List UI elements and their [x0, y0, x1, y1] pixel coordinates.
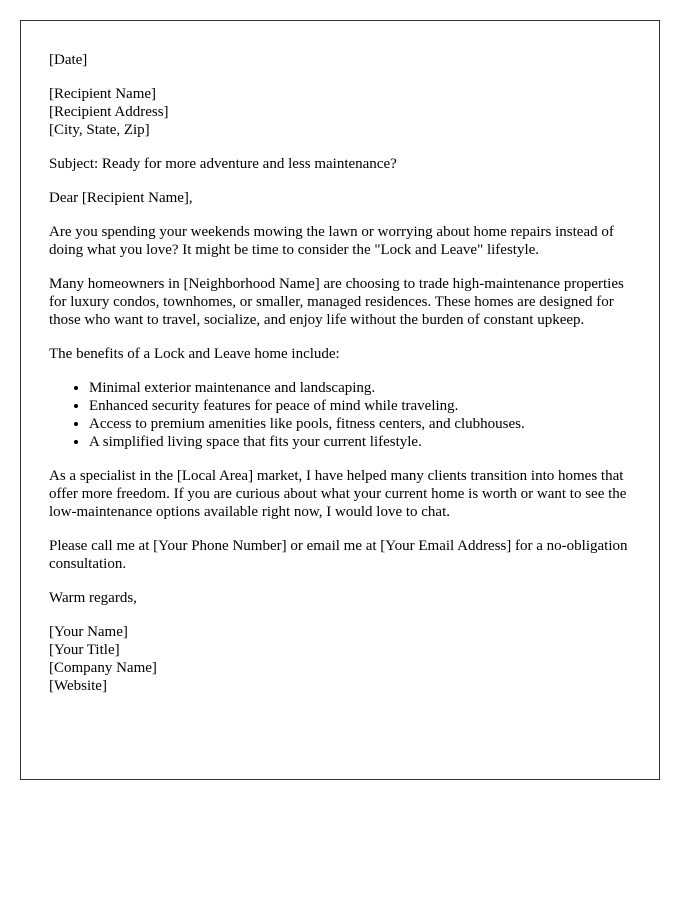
- benefit-item: • Minimal exterior maintenance and landscaping.: [89, 379, 631, 397]
- letter-date: [Date]: [49, 52, 88, 68]
- signature-block: [49, 623, 631, 695]
- letter-page: [20, 20, 660, 780]
- benefit-item: • Enhanced security features for peace of mind while traveling.: [89, 397, 631, 415]
- recipient-city-state-zip: [City, State, Zip]: [49, 122, 150, 138]
- recipient-address: [Recipient Address]: [49, 104, 169, 120]
- paragraph-call-to-action: Please call me at [Your Phone Number] or email me at [Your Email Address] for a no-obligation consultation.: [49, 538, 628, 572]
- benefit-item: • A simplified living space that fits your current lifestyle.: [89, 433, 631, 451]
- signature-name: [Your Name]: [49, 624, 128, 640]
- recipient-block: [49, 85, 631, 139]
- recipient-name: [Recipient Name]: [49, 86, 157, 102]
- paragraph-benefits-intro: The benefits of a Lock and Leave home include:: [49, 346, 340, 362]
- signature-company: [Company Name]: [49, 660, 157, 676]
- signature-website: [Website]: [49, 678, 107, 694]
- letter-closing: Warm regards,: [49, 590, 137, 606]
- benefit-item: • Access to premium amenities like pools, fitness centers, and clubhouses.: [89, 415, 631, 433]
- signature-title: [Your Title]: [49, 642, 120, 658]
- letter-subject: Subject: Ready for more adventure and less maintenance?: [49, 156, 397, 172]
- paragraph-trend: Many homeowners in [Neighborhood Name] are choosing to trade high-maintenance properties for luxury condos, townhomes, or smaller, managed residences. These homes are designed for those who want to travel, socialize, and enjoy life without the burden of constant upkeep.: [49, 276, 624, 328]
- paragraph-intro: Are you spending your weekends mowing the lawn or worrying about home repairs instead of doing what you love? It might be time to consider the "Lock and Leave" lifestyle.: [49, 224, 614, 258]
- letter-salutation: Dear [Recipient Name],: [49, 190, 193, 206]
- paragraph-specialist: As a specialist in the [Local Area] market, I have helped many clients transition into homes that offer more freedom. If you are curious about what your current home is worth or want to see the low-maintenance options available right now, I would love to chat.: [49, 468, 627, 520]
- benefits-list: [49, 379, 631, 451]
